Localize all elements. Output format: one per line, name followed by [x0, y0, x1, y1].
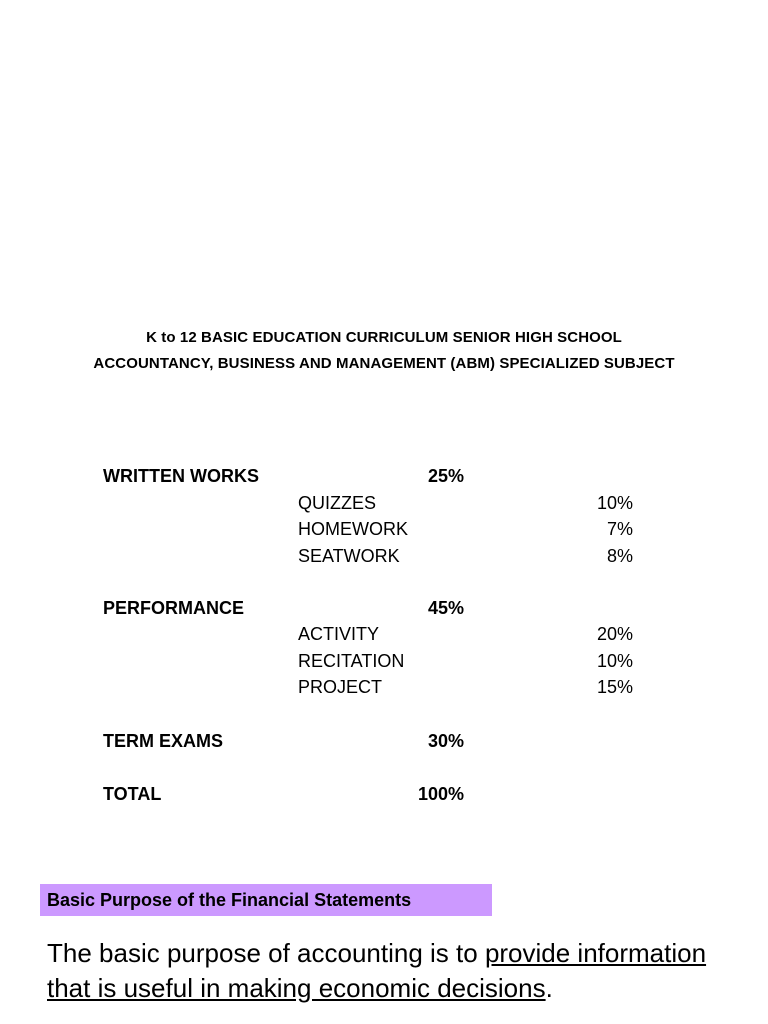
document-heading-line-2: ACCOUNTANCY, BUSINESS AND MANAGEMENT (ABM) SPECIALIZED SUBJECT: [93, 355, 675, 372]
item-percent-recitation: 10%: [596, 651, 633, 671]
category-percent-performance: 45%: [427, 598, 464, 618]
item-percent-project: 15%: [596, 677, 633, 697]
category-percent-total: 100%: [417, 784, 464, 804]
item-label-quizzes: QUIZZES: [298, 493, 377, 513]
item-percent-seatwork: 8%: [606, 546, 633, 566]
item-label-project: PROJECT: [298, 677, 383, 697]
item-label-seatwork: SEATWORK: [298, 546, 400, 566]
category-label-written-works: WRITTEN WORKS: [103, 466, 259, 486]
category-label-performance: PERFORMANCE: [103, 598, 245, 618]
section-heading-title: Basic Purpose of the Financial Statements: [47, 890, 412, 910]
body-text-prefix: The basic purpose of accounting is to: [47, 938, 485, 968]
category-label-total: TOTAL: [103, 784, 162, 804]
body-paragraph: [47, 936, 747, 1006]
document-heading-line-1: K to 12 BASIC EDUCATION CURRICULUM SENIOR HIGH SCHOOL: [146, 329, 622, 346]
item-label-activity: ACTIVITY: [298, 624, 380, 644]
item-label-homework: HOMEWORK: [298, 519, 408, 539]
category-percent-written-works: 25%: [427, 466, 464, 486]
item-percent-homework: 7%: [606, 519, 633, 539]
section-heading-bar: [40, 884, 492, 916]
body-text-underlined: provide information that is useful in making economic decisions: [47, 938, 707, 1003]
category-percent-term-exams: 30%: [427, 731, 464, 751]
item-percent-activity: 20%: [596, 624, 633, 644]
category-label-term-exams: TERM EXAMS: [103, 731, 224, 751]
item-label-recitation: RECITATION: [298, 651, 405, 671]
item-percent-quizzes: 10%: [596, 493, 633, 513]
body-text-suffix: .: [545, 973, 553, 1003]
